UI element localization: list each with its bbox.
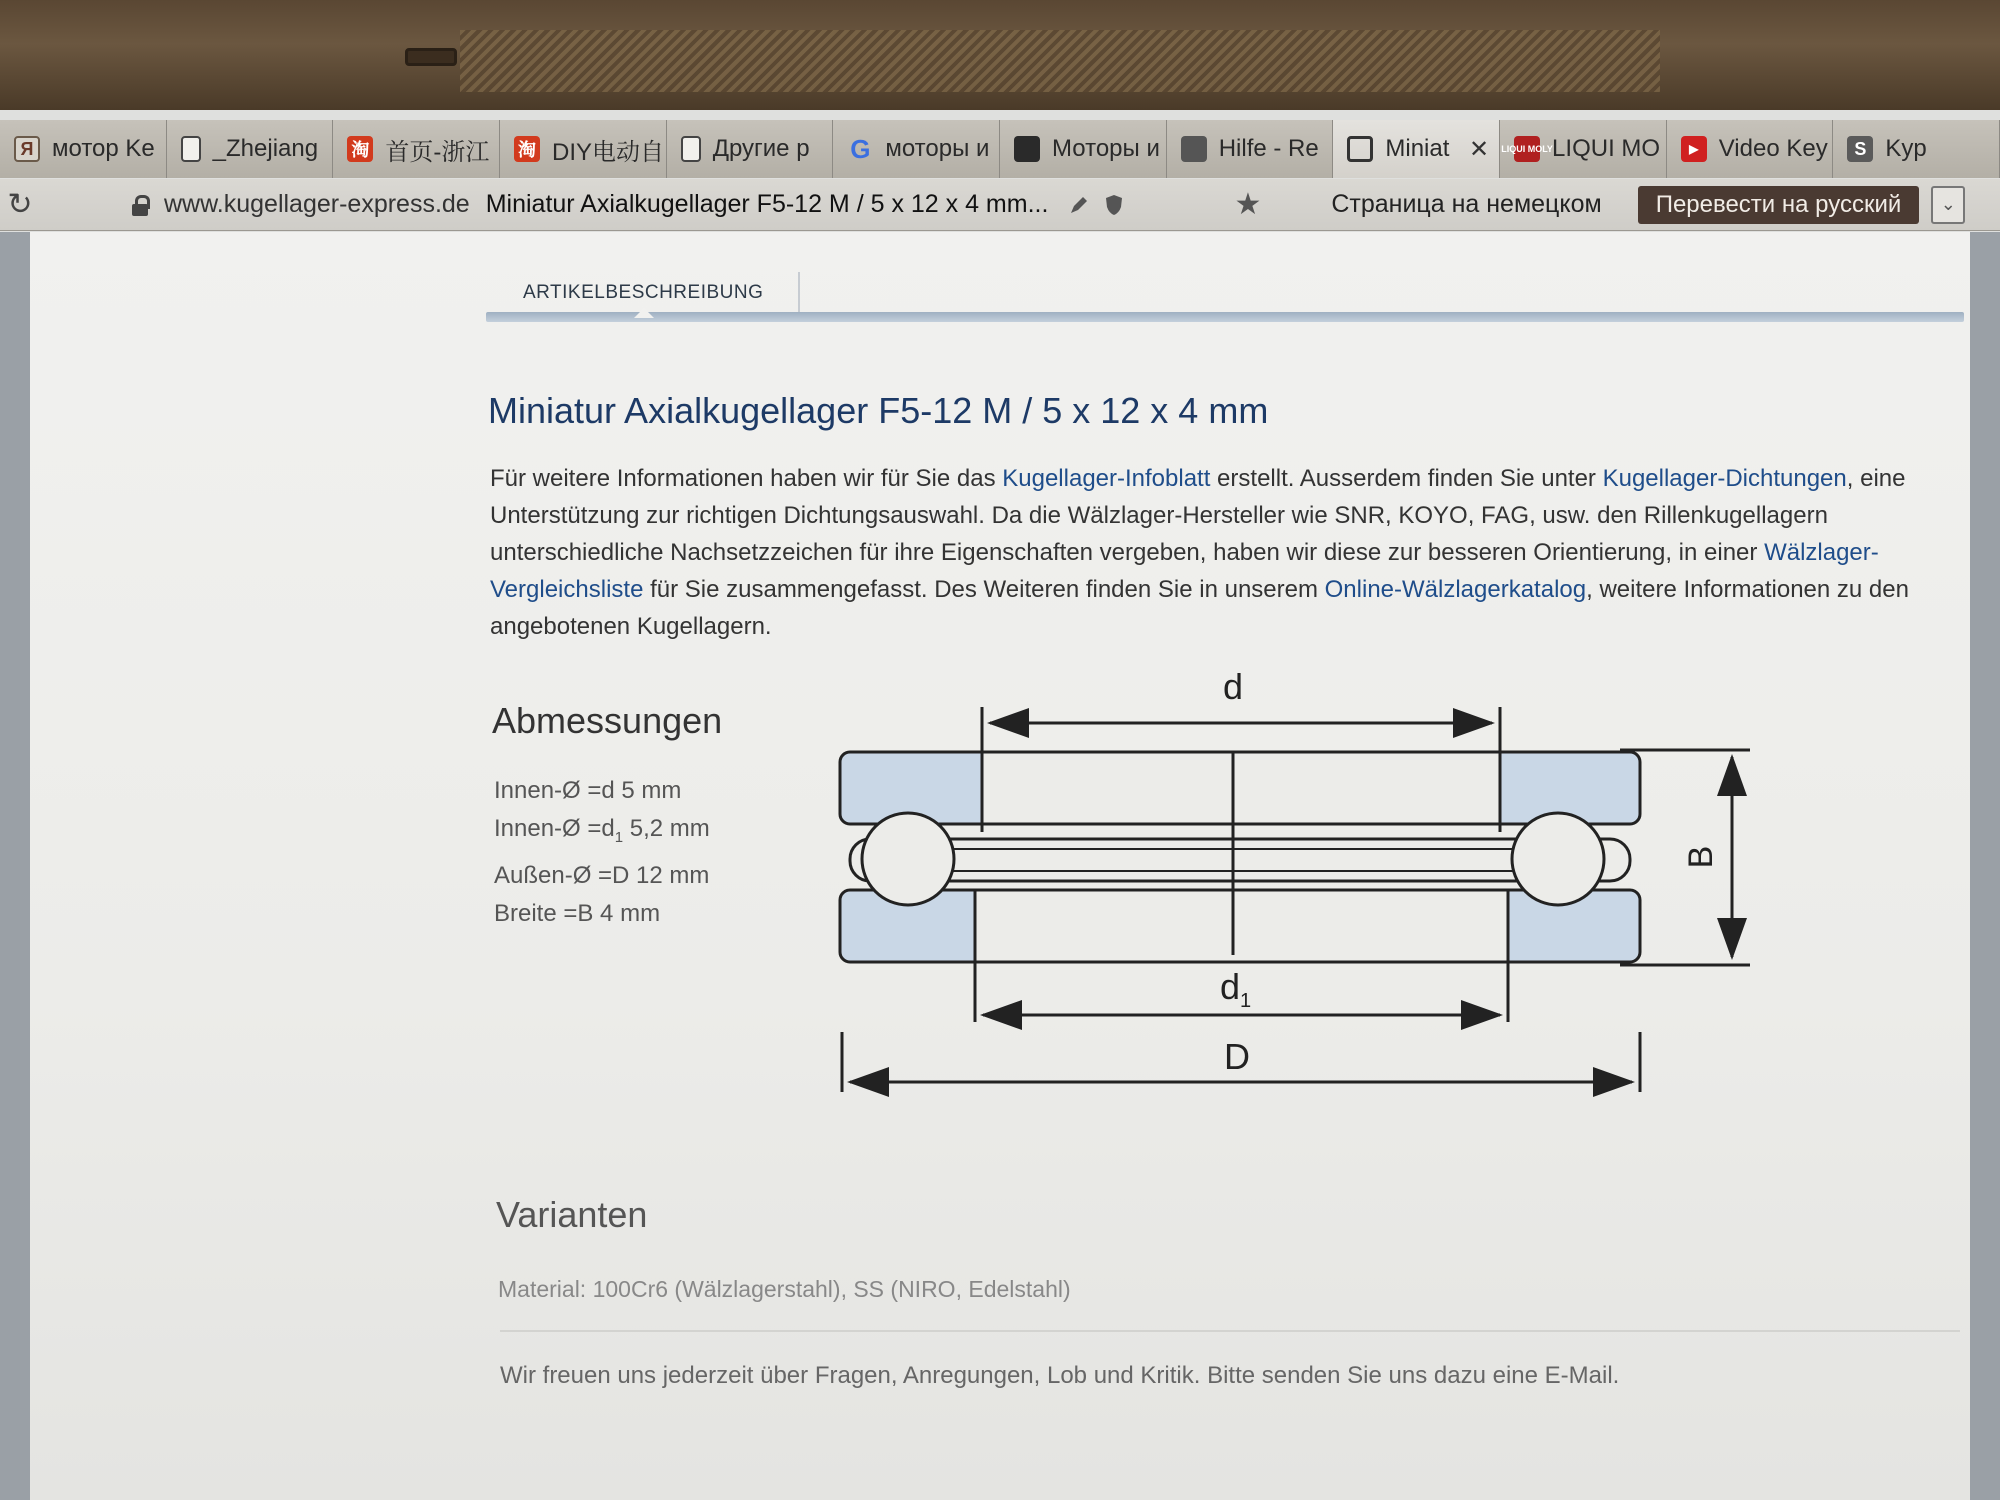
- para-text: erstellt. Ausserdem finden Sie unter: [1210, 465, 1603, 492]
- motor-icon: [1014, 136, 1040, 162]
- taobao-icon: 淘: [514, 136, 540, 162]
- tab-8-active[interactable]: [1333, 120, 1500, 178]
- tab-2[interactable]: [333, 120, 500, 178]
- tab-label: Другие р: [712, 135, 810, 162]
- url-host: www.kugellager-express.de: [164, 190, 470, 218]
- tab-label: Miniat: [1385, 135, 1450, 162]
- active-tab-notch: [634, 308, 654, 318]
- label-B: B: [1682, 845, 1720, 869]
- tab-4[interactable]: [667, 120, 834, 178]
- ball-right: [1512, 813, 1604, 905]
- pen-icon[interactable]: [1068, 194, 1090, 216]
- bearing-drawing: [800, 647, 1780, 1147]
- google-icon: G: [850, 133, 871, 164]
- tab-label: LIQUI MO: [1552, 135, 1661, 162]
- tab-label: DIY电动自: [552, 138, 665, 166]
- label-d1: [1220, 966, 1251, 1012]
- material-text: Material: 100Cr6 (Wälzlagerstahl), SS (NIRO, Edelstahl): [498, 1276, 1071, 1302]
- url-field[interactable]: [164, 190, 1048, 219]
- tab-label: _Zhejiang: [212, 135, 319, 162]
- tab-9[interactable]: [1500, 120, 1667, 178]
- para-text: , eine Unterstützung zur richtigen Dichtungsauswahl. Da die Wälzlager-Hersteller wie SNR, KOYO, FAG, usw. den Rillenkugellagern unterschiedliche Nachsetzzeichen für ihre Eigenschaften vergeben, haben wir diese zur besseren Orientierung, in einer: [490, 465, 1906, 566]
- link-kugellager-infoblatt[interactable]: Kugellager-Infoblatt: [1002, 465, 1211, 492]
- tab-label: Моторы и: [1052, 135, 1160, 162]
- tab-6[interactable]: [1000, 120, 1167, 178]
- dimensions-heading: Abmessungen: [492, 700, 723, 741]
- ball-left: [862, 813, 954, 905]
- link-online-waelzlagerkatalog[interactable]: Online-Wälzlagerkatalog: [1324, 576, 1587, 603]
- dim-inner-d1: [494, 810, 710, 857]
- tab-1[interactable]: [167, 120, 334, 178]
- tab-0[interactable]: [0, 120, 167, 178]
- dim-inner-d1-sub: 1: [614, 828, 624, 846]
- label-d1-main: d: [1220, 966, 1241, 1007]
- laptop-bezel: [0, 0, 2000, 110]
- tab-bar: [0, 120, 2000, 178]
- divider: [500, 1330, 1960, 1332]
- dim-inner-d1-pre: Innen-Ø =d: [494, 815, 615, 842]
- address-bar-icons: [1068, 194, 1124, 216]
- liqui-moly-icon: LIQUI MOLY: [1514, 136, 1540, 162]
- shield-icon[interactable]: [1104, 194, 1124, 216]
- label-d1-sub: 1: [1240, 990, 1252, 1012]
- feedback-text: Wir freuen uns jederzeit über Fragen, Anregungen, Lob und Kritik. Bitte senden Sie uns dazu eine E-Mail.: [500, 1362, 1620, 1389]
- url-page-title: Miniatur Axialkugellager F5-12 M / 5 x 12 x 4 mm...: [485, 190, 1049, 218]
- taobao-icon: 淘: [347, 136, 373, 162]
- tab-label: 首页-浙江: [385, 138, 490, 166]
- link-kugellager-dichtungen[interactable]: Kugellager-Dichtungen: [1602, 465, 1847, 492]
- document-icon: [181, 136, 201, 162]
- page-viewport: [0, 232, 2000, 1500]
- document-icon: [681, 136, 701, 162]
- translate-options-chevron-icon[interactable]: ⌄: [1931, 186, 1965, 224]
- reload-icon[interactable]: ↻: [7, 188, 33, 221]
- link-waelzlager-vergleichsliste[interactable]: Wälzlager-Vergleichsliste: [490, 539, 1879, 603]
- tab-label: моторы и: [885, 135, 990, 162]
- bezel-texture: [460, 30, 1660, 92]
- dim-inner-d: Innen-Ø =d 5 mm: [494, 777, 682, 804]
- tab-label: Hilfe - Re: [1218, 135, 1319, 162]
- webcam: [405, 48, 457, 66]
- dim-width-B: Breite =B 4 mm: [494, 899, 661, 927]
- top-washer-bore: [982, 752, 1500, 824]
- para-text: , weitere Informationen zu den angebotenen Kugellagern.: [490, 576, 1909, 640]
- lock-icon[interactable]: [130, 194, 152, 216]
- bearing-icon: [1347, 136, 1373, 162]
- address-bar: [0, 179, 2000, 231]
- tab-artikelbeschreibung[interactable]: ARTIKELBESCHREIBUNG: [523, 282, 764, 303]
- tab-separator: [798, 272, 800, 312]
- info-paragraph: [490, 460, 1960, 645]
- translate-button[interactable]: Перевести на русский: [1638, 186, 1920, 224]
- description-tab-strip: [486, 312, 1964, 322]
- tab-label: Video Key: [1718, 135, 1828, 162]
- label-d: d: [1222, 666, 1244, 707]
- product-title: Miniatur Axialkugellager F5-12 M / 5 x 12 x 4 mm: [488, 390, 1269, 431]
- dimensions-list: [494, 772, 710, 933]
- bookmark-star-icon[interactable]: ★: [1234, 188, 1262, 221]
- youtube-icon: ▶: [1681, 136, 1707, 162]
- tab-7[interactable]: [1167, 120, 1334, 178]
- yandex-icon: Я: [14, 136, 40, 162]
- tab-11[interactable]: [1833, 120, 2000, 178]
- tab-3[interactable]: [500, 120, 667, 178]
- browser-window: [0, 110, 2000, 1500]
- label-D: D: [1224, 1036, 1250, 1077]
- para-text: für Sie zusammengefasst. Des Weiteren finden Sie in unserem: [643, 576, 1325, 603]
- close-tab-icon[interactable]: ✕: [1468, 135, 1490, 163]
- tab-label: Kyp: [1885, 135, 1927, 162]
- translate-language-label: Страница на немецком: [1331, 190, 1602, 218]
- bottom-washer-bore: [975, 890, 1508, 962]
- s-icon: S: [1847, 136, 1873, 162]
- tab-10[interactable]: [1667, 120, 1834, 178]
- tab-label: мотор Ke: [52, 135, 155, 162]
- para-text: Für weitere Informationen haben wir für Sie das: [490, 465, 1003, 492]
- dim-outer-D: Außen-Ø =D 12 mm: [494, 861, 710, 889]
- variants-heading: Varianten: [496, 1194, 648, 1235]
- tab-5[interactable]: [833, 120, 1000, 178]
- page-content: [30, 232, 1970, 1500]
- dim-inner-d1-post: 5,2 mm: [623, 815, 710, 842]
- help-icon: [1181, 136, 1207, 162]
